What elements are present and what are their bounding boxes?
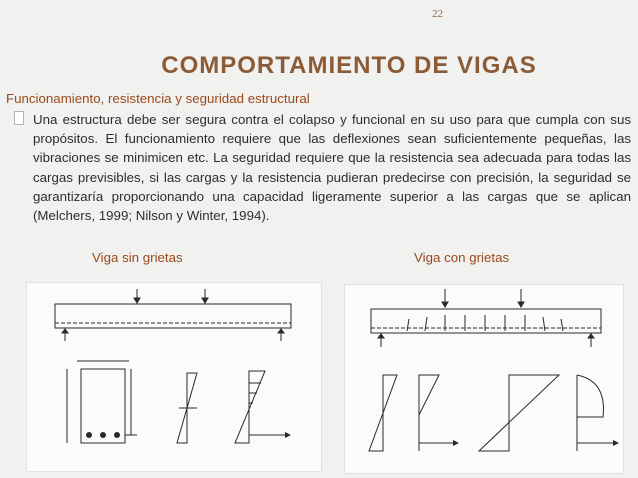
- uncracked-beam-drawing: [27, 283, 323, 473]
- bullet-icon: [14, 111, 24, 125]
- slide-subtitle: Funcionamiento, resistencia y seguridad estructural: [6, 91, 310, 106]
- figure-cracked-beam: [344, 284, 624, 474]
- figure-label-cracked: Viga con grietas: [414, 250, 510, 265]
- slide-number: 22: [432, 8, 443, 20]
- slide-title: COMPORTAMIENTO DE VIGAS: [161, 52, 537, 79]
- figure-uncracked-beam: [26, 282, 322, 472]
- body-paragraph: Una estructura debe ser segura contra el colapso y funcional en su uso para que cumpla con sus propósitos. El funcionamiento requiere que las deflexiones sean suficientemente pequeñas, las vibraciones se minimicen etc. La seguridad requiere que la resistencia sea adecuada para todas las cargas previsibles, si las cargas y la resistencia pudieran predecirse con precisión, la seguridad se garantizaría proporcionando una capacidad ligeramente superior a las cargas que se aplican (Melchers, 1999; Nilson y Winter, 1994).: [33, 112, 631, 224]
- cracked-beam-drawing: [345, 285, 625, 475]
- figure-label-uncracked: Viga sin grietas: [92, 250, 183, 265]
